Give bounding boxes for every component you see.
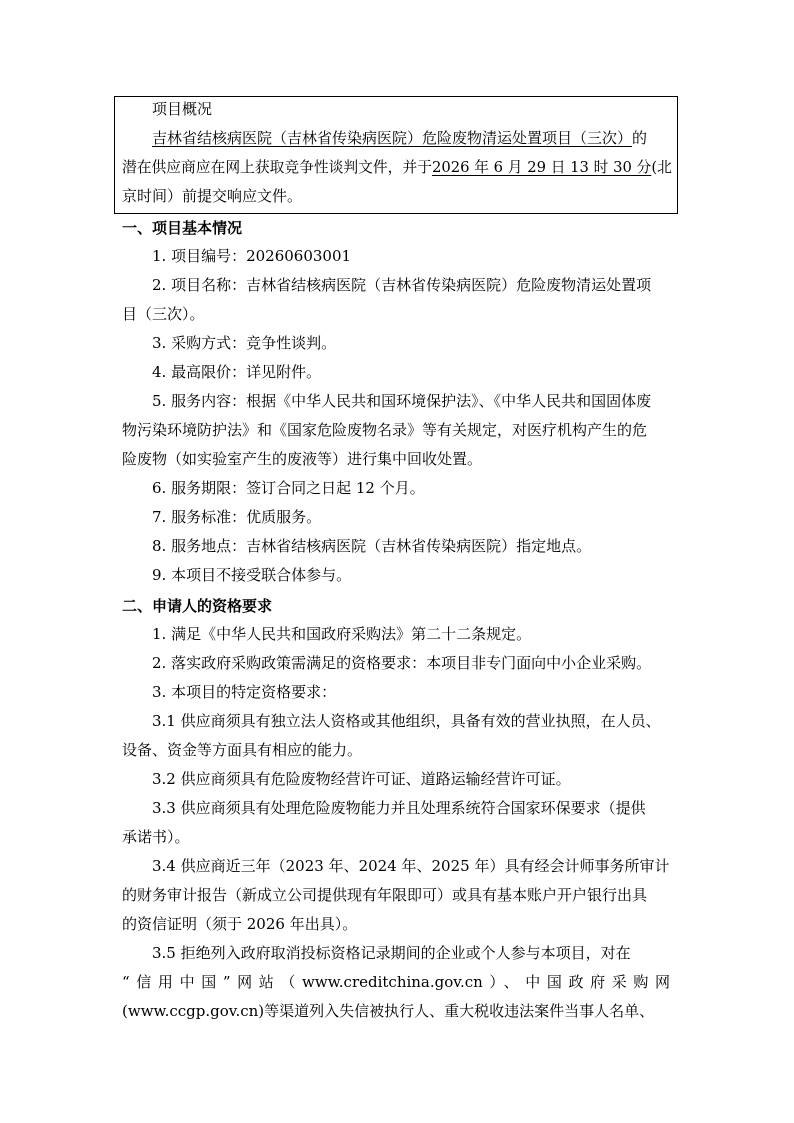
overview-line-1 [152,128,647,148]
overview-text: (北 [651,158,672,176]
s2-item-3-5: 3.5 拒绝列入政府取消投标资格记录期间的企业或个人参与本项目，对在 [152,944,631,962]
s1-item-3: 3. 采购方式：竞争性谈判。 [152,334,337,352]
s1-item-2: 2. 项目名称：吉林省结核病医院（吉林省传染病医院）危险废物清运处置项 [152,276,652,294]
overview-text: 潜在供应商应在网上获取竞争性谈判文件，并于 [122,158,432,176]
s1-item-5-cont: 物污染环境防护法》和《国家危险废物名录》等有关规定，对医疗机构产生的危 [122,421,648,439]
s1-item-5-cont: 险废物（如实验室产生的废液等）进行集中回收处置。 [122,450,483,468]
overview-project-name: 吉林省结核病医院（吉林省传染病医院）危险废物清运处置项目（三次） [152,129,633,147]
overview-deadline: 2026 年 6 月 29 日 13 时 30 分 [431,158,652,176]
s2-item-3-3: 3.3 供应商须具有处理危险废物能力并且处理系统符合国家环保要求（提供 [152,799,646,817]
s1-item-9: 9. 本项目不接受联合体参与。 [152,566,352,584]
s2-item-3-4: 3.4 供应商近三年（2023 年、2024 年、2025 年）具有经会计师事务所审计 [152,857,670,875]
s2-item-3-2: 3.2 供应商须具有危险废物经营许可证、道路运输经营许可证。 [152,770,571,788]
s2-item-2: 2. 落实政府采购政策需满足的资格要求：本项目非专门面向中小企业采购。 [152,654,652,672]
section-2-heading: 二、申请人的资格要求 [122,597,273,615]
s1-item-5: 5. 服务内容：根据《中华人民共和国环境保护法》、《中华人民共和国固体废 [152,392,652,410]
s1-item-4: 4. 最高限价：详见附件。 [152,363,322,381]
s2-item-3: 3. 本项目的特定资格要求： [152,683,337,701]
s1-item-8: 8. 服务地点：吉林省结核病医院（吉林省传染病医院）指定地点。 [152,537,592,555]
s2-item-3-3-cont: 承诺书）。 [122,828,190,846]
s2-item-3-4-cont: 的财务审计报告（新成立公司提供现有年限即可）或具有基本账户开户银行出具 [122,886,648,904]
s1-item-1: 1. 项目编号：20260603001 [152,247,352,265]
overview-title: 项目概况 [152,100,213,118]
s2-item-1: 1. 满足《中华人民共和国政府采购法》第二十二条规定。 [152,625,532,643]
s1-item-6: 6. 服务期限：签订合同之日起 12 个月。 [152,479,425,497]
s2-item-3-5-cont: (www.ccgp.gov.cn)等渠道列入失信被执行人、重大税收违法案件当事人名单、 [122,1002,655,1020]
s2-item-3-1: 3.1 供应商须具有独立法人资格或其他组织，具备有效的营业执照，在人员、 [152,712,661,730]
overview-line-3: 京时间）前提交响应文件。 [122,187,303,205]
s1-item-2-cont: 目（三次）。 [122,305,205,323]
overview-line-2 [122,157,672,177]
section-1-heading: 一、项目基本情况 [122,219,243,237]
s2-item-3-4-cont: 的资信证明（须于 2026 年出具）。 [122,915,358,933]
s1-item-7: 7. 服务标准：优质服务。 [152,508,322,526]
s2-item-3-1-cont: 设备、资金等方面具有相应的能力。 [122,741,363,759]
overview-text: 的 [632,129,648,147]
s2-item-3-5-cont: “信用中国”网站（www.creditchina.gov.cn）、中国政府采购网 [122,973,670,991]
